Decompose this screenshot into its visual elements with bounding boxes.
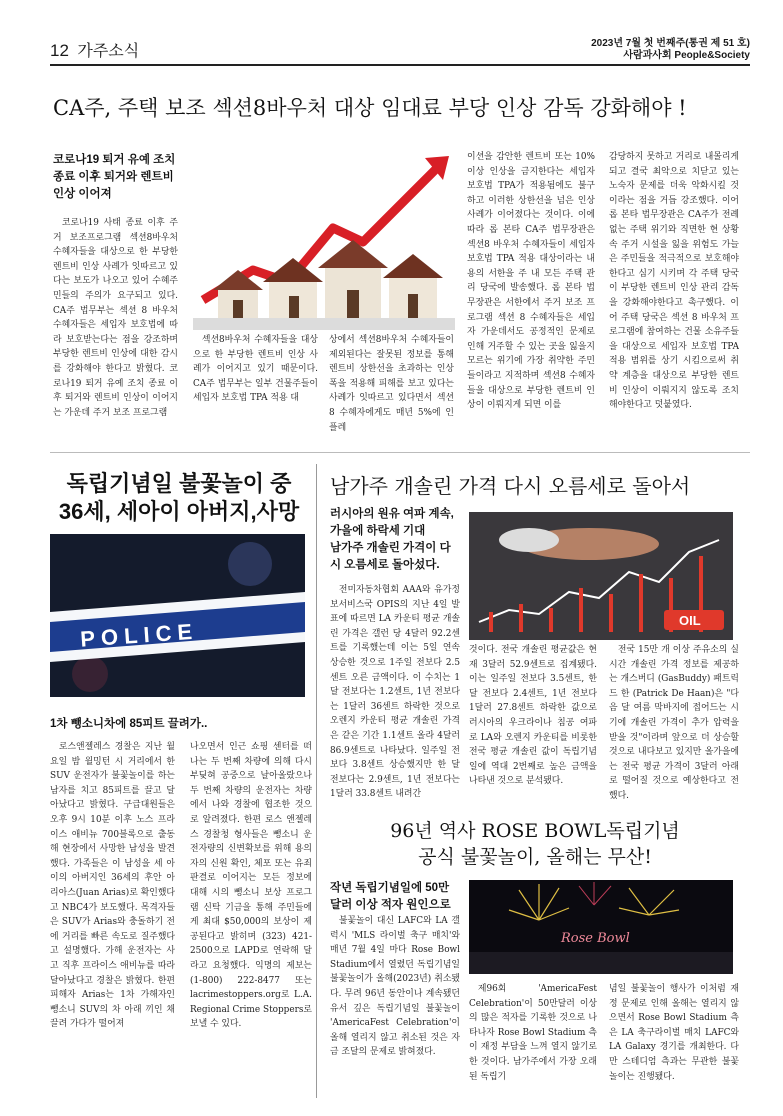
issue-info — [591, 38, 750, 62]
article1-col2: 섹션8바우처 수혜자들을 대상으로 한 부당한 렌트비 인상 사례가 이어지고 있기 때문이다. CA주 법무부는 일부 건물주들이 세입자 보호법 TPA 적용 대 — [193, 335, 318, 404]
rose-bowl-sign: Rose Bowl — [561, 931, 630, 946]
article4-col3: 념일 불꽃놀이 행사가 이처럼 재정 문제로 인해 올해는 열리지 않으면서 Rose Bowl Stadium 측은 LA 축구라이벌 매치 LAFC와 LA Galaxy 경기를 개최한다. 다만 스테디엄 측과는 무관한 불꽃놀이는 진행됐다. — [609, 984, 739, 1082]
rose-bowl-fireworks-photo — [469, 880, 733, 974]
article1-col5: 감당하지 못하고 거리로 내몰리게 되고 결국 최악으로 치닫고 있는 노숙자 문제를 더욱 악화시킬 것이라는 점을 거듭 강조했다. 이어 롭 본타 법무장관은 CA주가 전례 없는 주택 위기와 직면한 현 상황속 주거 시설을 잃을 위험도 가늘은 주민들을 적극적으로 보호해야한다고 심기 시키며 각 주택 당국이 부당한 렌트비 인상 관리 감독을 강화해야한다고 촉구했다. 이어 주택 당국은 섹션 8 바우처 프로그램에 참여하는 건물 소유주들을 대상으로 세입자 보호법 TPA 적용 범위를 상기 시킴으로써 취약 계층을 대상으로 부당한 렌트비 인상이 이뤄지지 않도록 조치해야한다고 덧붙였다. — [609, 152, 739, 411]
article1-col4: 이션을 감안한 렌트비 또는 10% 이상 인상을 금지한다는 세입자 보호법 TPA가 적용됨에도 불구하고 이러한 상한선을 넘은 인상 사례가 이어졌다는 것이다. 이에 따라 롭 본타 CA주 법무장관은 섹션8 바우처 수혜자들이 세입자 보호법 TPA 적용 대상이라는 내용의 서한을 주 내 모든 주택 관리 당국에 발송했다. 롭 본타 법무장관은 서한에서 주거 보조 프로그램 섹션 8 수혜자들은 세입자 가운데서도 공정적인 문제로 인해 거주할 수 있는 곳을 잃을지 모르는 위기에 가장 취약한 주민들이라고 지적하며 섹션8 수혜자들을 대상으로 부당한 렌트비 인상이 이뤄지게 되면 이를 — [467, 152, 595, 411]
article2-headline — [50, 470, 308, 526]
article2-col1: 로스앤젤레스 경찰은 지난 월요일 밤 윌밍턴 시 거리에서 한 SUV 운전자가 불꽃놀이를 하는 남자를 치고 85피트를 끌고 달아났다고 밝혔다. 구급대원들은 오후 9시 10분 이후 노스 프라이스 애비뉴 700블록으로 출동해 현장에서 사망한 남성을 발견했다. 가족들은 이 남성을 세 아이의 아버지인 36세의 후안 아리아스(Juan Arias)로 확인했다고 NBC4가 보도했다. 목격자들은 SUV가 Arias와 충돌하기 전에 거리를 빠른 속도로 질주했다고 설명했다. 가해 운전자는 사고 직후 프라이스 애비뉴를 따라 달아났다고 경찰은 밝혔다. 한편 피해자 Arias는 1차 가해자인 뺑소니 SUV의 차 아래 끼인 채 끌려 가다가 떨어져 — [50, 742, 175, 1030]
article2-photo — [50, 534, 305, 697]
publication-name: 사람과사회 People&Society — [623, 50, 750, 61]
article2-headline-line1: 독립기념일 불꽃놀이 중 — [66, 471, 292, 496]
article1-subhead: 코로나19 퇴거 유예 조치 종료 이후 퇴거와 렌트비 인상 이어져 — [53, 154, 176, 200]
article4-col1: 불꽃놀이 대신 LAFC와 LA 갤럭시 'MLS 라이벌 축구 매치'와 매년 7월 4일 마다 Rose Bowl Stadium에서 열렸던 독립기념일 불꽃놀이가 올해(2023년) 취소됐다. 무려 96년 동안이나 계속됐던 유서 깊은 독립기념일 불꽃놀이 'AmericaFest Celebration'이 올해 열리지 않고 취소된 것은 자금 조달의 문제로 밝혀졌다. — [330, 916, 460, 1058]
article3-photo — [469, 512, 733, 640]
article2-subhead: 1차 뺑소니차에 85피트 끌려가.. — [50, 718, 208, 730]
oil-label: OIL — [679, 613, 701, 628]
police-tape-text: POLICE — [79, 618, 199, 652]
section-name: 가주소식 — [77, 43, 140, 60]
page-header — [50, 36, 750, 66]
article1-col3: 상에서 섹션8바우처 수혜자들이 제외된다는 잘못된 정보를 통해 렌트비 상한선을 초과하는 인상 폭을 적용해 피해를 보고 있다는 사례가 잇따르고 있다면서 섹션8 수혜자에게도 매년 5%에 인플레 — [329, 335, 454, 433]
article1-headline: CA주, 주택 보조 섹션8바우처 대상 임대료 부당 인상 감독 강화해야 ! — [53, 96, 687, 120]
page-number: 12 — [50, 41, 69, 60]
article4-headline — [330, 818, 740, 870]
houses-arrow-illustration — [193, 150, 455, 330]
page-number-section — [50, 38, 139, 61]
article1-photo — [193, 150, 455, 330]
divider — [50, 452, 750, 453]
column-rule — [316, 464, 317, 1098]
issue-line: 2023년 7월 첫 번째주(통권 제 51 호) — [591, 38, 750, 49]
oil-price-photo — [469, 512, 733, 640]
article4-subhead: 작년 독립기념일에 50만달러 이상 적자 원인으로 — [330, 882, 451, 911]
article4-headline-line1: 96년 역사 ROSE BOWL독립기념 — [390, 820, 680, 842]
article3-subhead1: 러시아의 원유 여파 계속, 가을에 하락세 기대 — [330, 508, 454, 537]
article3-col2: 것이다. 전국 개솔린 평균값은 현재 3달러 52.9센트로 집계됐다. 이는 일주일 전보다 3.5센트, 한 달 전보다 2.4센트, 1년 전보다 1달러 27.8센트 하락한 값으로 러시아의 우크라이나 침공 여파로 LA와 오렌지 카운티를 비롯한 전국 평균 개솔린 값이 독립기념일에 역대 2번째로 높은 금액을 나타낸 것으로 분석됐다. — [469, 645, 597, 787]
article3-col1: 전미자동차협회 AAA와 유가정보서비스국 OPIS의 지난 4일 발표에 따르면 LA 카운티 평균 개솔린 가격은 갤런 당 4달러 92.2센트를 기록했는데 이는 5일 연속 상승한 것으로 1주일 전보다 2.5센트 오른 금액이다. 이 수치는 1달 전보다는 1.2센트, 1년 전보다는 1달러 36센트 하락한 것으로 오렌지 카운티 평균 개솔린 가격은 같은 기간 1.1센트 올라 4달러 86.9센트로 나타났다. 일주일 전보다 3.8센트 상승했지만 한 달 전보다는 2.9센트, 1년 전보다는 1달러 33.8센트 내려간 — [330, 585, 460, 799]
article1-col1: 코로나19 사태 종료 이후 주거 보조프로그램 섹션8바우처 수혜자들을 대상으로 한 부당한 렌트비 인상 사례가 잇따르고 있다는 보도가 나오고 있어 수혜주민들의 주의가 요구되고 있다. CA주 법무부는 섹션 8 바우처 수혜자들은 세입자 보호법에 따라 보호받는다는 점을 강조하며 부당한 렌트비 인상에 대한 감시를 강화해야 한다고 밝혔다. 코로나19 퇴거 유예 조치 종료 이후 퇴거와 렌트비 인상이 이어지는 가운데 주거 보조 프로그램 — [53, 218, 178, 418]
article2-col2: 나오면서 인근 쇼핑 센터를 떠나는 두 번째 차량에 의해 다시 부딪혀 공중으로 날아올랐으나 두 번째 차량의 운전자는 차량에서 나와 경찰에 협조한 것으로 알려졌다. 한편 로스 앤젤레스 경찰청 형사들은 뺑소니 운전자량의 신변확보를 위해 용의자의 신원 확인, 체포 또는 유죄 판결로 이어지는 모든 정보에 대해 시의 뺑소니 보상 프로그램 신탁 기금을 통해 주민들에게 최대 $50,000의 보상이 제공된다고 밝히며 (323) 421-2500으로 LAPD로 연락해 달라고 요청했다. 익명의 제보는 (1-800) 222-8477 또는 lacrimestoppers.org로 L.A. Regional Crime Stoppers로 보낼 수 있다. — [190, 742, 312, 1030]
article4-headline-line2: 공식 불꽃놀이, 올해는 무산! — [418, 846, 652, 868]
article3-headline: 남가주 개솔린 가격 다시 오름세로 돌아서 — [330, 474, 691, 498]
article4-photo — [469, 880, 733, 974]
article3-col3: 전국 15만 개 이상 주유소의 실시간 개솔린 가격 정보를 제공하는 개스버디 (GasBuddy) 패트릭 드 한 (Patrick De Haan)은 "다음 달 여름 막바지에 접어드는 시기에 개솔린 가격이 추가 압력을 받을 것"이라며 앞으로 더 상승할 것으로 내다보고 있지만 올가을에는 전국 평균 가격이 3달러 아래로 떨어질 것으로 예상한다고 전했다. — [609, 645, 739, 799]
article3-subhead2: 남가주 개솔린 가격이 다시 오름세로 돌아섰다. — [330, 542, 451, 571]
article2-headline-line2: 36세, 세아이 아버지,사망 — [58, 499, 300, 524]
article4-col2: 제96회 'AmericaFest Celebration'이 50만달러 이상의 많은 적자를 기록한 것으로 나타나자 Rose Bowl Stadium 측이 재정 부담을 느껴 열지 않기로 한 것이다. 남가주에서 가장 오래된 독립기 — [469, 984, 597, 1082]
police-tape-photo — [50, 534, 305, 697]
